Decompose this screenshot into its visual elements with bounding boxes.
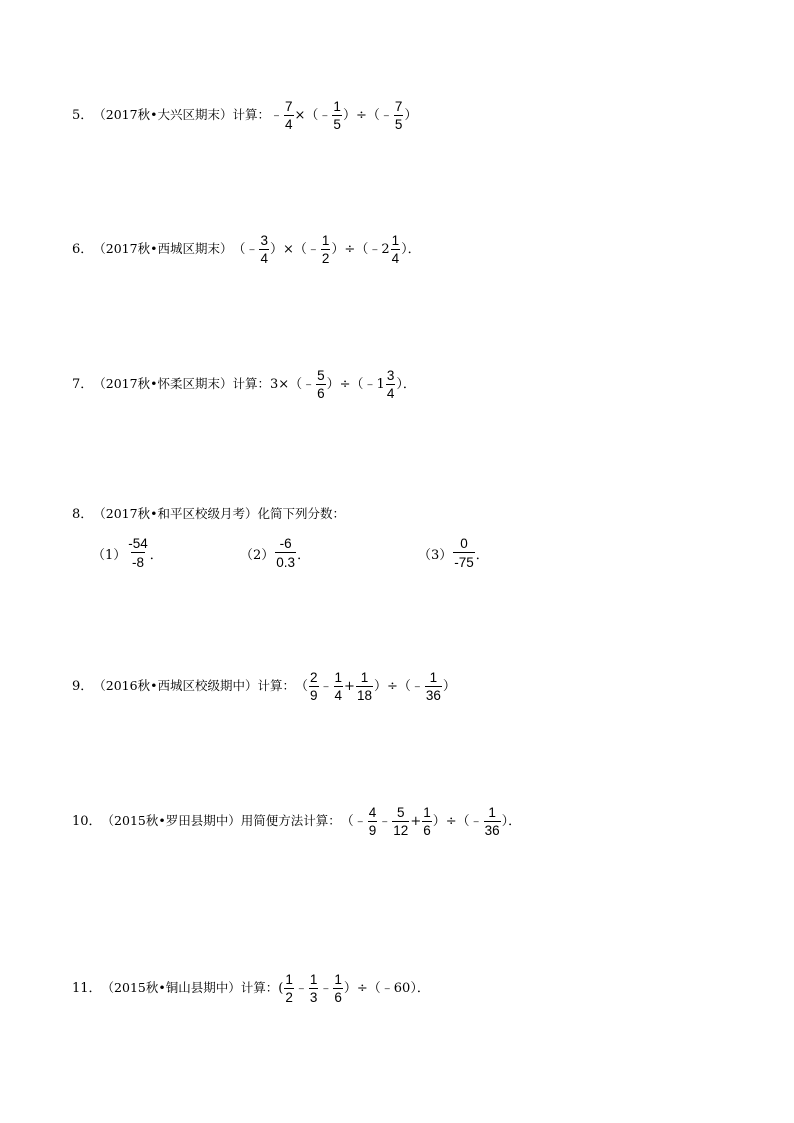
problem-source: （2015秋•铜山县期中）计算： [101,980,279,996]
fraction: $\frac{7}{5}$ [394,99,403,132]
operator: ）÷（﹣1 [326,377,385,392]
operator: 3×（﹣ [269,377,316,392]
problem-8 [72,508,345,521]
problem-7 [72,369,416,400]
operator: ﹣ [379,108,393,123]
problem-number: 6． [72,242,94,257]
operator: ）． [401,242,421,257]
problem-6 [72,234,421,265]
fraction: $\frac{1}{18}$ [356,670,372,703]
problem-source: （2017秋•西城区期末） [93,241,233,257]
problem-number: 5． [72,108,94,123]
problem-source: （2017秋•和平区校级月考）化简下列分数： [93,506,345,522]
fraction: $\frac{7}{4}$ [284,99,293,132]
problem-5 [72,100,417,131]
problem-number: 11． [72,981,102,996]
operator: ）÷（﹣ [373,679,424,694]
operator: ）÷（﹣2 [331,242,390,257]
operator: ． [475,547,489,563]
operator: + [344,679,355,694]
problem-10 [72,806,521,837]
fraction: $\frac{1}{5}$ [333,99,341,132]
problem-number: 9． [72,679,94,694]
fraction: $\frac{1}{4}$ [334,670,343,703]
problem-source: （2015秋•罗田县期中）用简便方法计算： [101,813,341,829]
subproblem-label: （2） [240,547,275,563]
fraction: $\frac{-54}{-8}$ [128,536,148,570]
operator: ﹣ [269,108,283,123]
operator: ）． [396,377,416,392]
fraction: $\frac{3}{4}$ [260,233,268,266]
subproblem-label: （3） [418,547,453,563]
operator: ﹣ [294,981,308,996]
fraction: $\frac{5}{12}$ [393,805,409,838]
fraction: $\frac{1}{3}$ [309,972,318,1005]
fraction: $\frac{1}{6}$ [334,972,342,1005]
fraction: $\frac{1}{4}$ [391,233,400,266]
fraction: $\frac{2}{9}$ [309,670,318,703]
problem-source: （2016秋•西城区校级期中）计算： [93,678,295,694]
operator: ）×（﹣ [270,242,320,257]
subproblem-2 [240,536,310,570]
operator: ） [442,679,456,694]
operator: （ [294,679,308,694]
problem-number: 8． [72,507,94,522]
fraction: $\frac{3}{4}$ [386,368,395,401]
operator: ）÷（﹣60）． [343,981,430,996]
operator: ﹣ [319,981,333,996]
subproblem-1 [92,536,163,570]
problem-11 [72,973,430,1004]
fraction: $\frac{5}{6}$ [317,368,325,401]
problem-source: （2017秋•大兴区期末）计算： [93,107,270,123]
problem-number: 7． [72,377,94,392]
operator: ﹣ [318,108,332,123]
fraction: $\frac{1}{36}$ [484,805,500,838]
operator: ﹣ [378,814,392,829]
operator: ( [278,981,284,996]
operator: （﹣ [232,242,259,257]
fraction: $\frac{1}{2}$ [321,233,330,266]
operator: + [410,814,422,829]
subproblem-3 [418,536,489,570]
operator: （﹣ [340,814,367,829]
operator: ）÷（﹣ [432,814,483,829]
fraction: $\frac{1}{6}$ [423,805,431,838]
fraction: $\frac{-6}{0.3}$ [276,536,296,570]
fraction: $\frac{1}{36}$ [425,670,441,703]
operator: ×（ [294,108,319,123]
operator: ． [149,547,163,563]
operator: ． [297,547,311,563]
problem-number: 10． [72,814,102,829]
problem-source: （2017秋•怀柔区期末）计算： [93,376,270,392]
subproblem-label: （1） [92,547,127,563]
operator: ﹣ [319,679,333,694]
problem-9 [72,671,456,702]
fraction: $\frac{0}{-75}$ [454,536,474,570]
operator: ）． [501,814,522,829]
fraction: $\frac{1}{2}$ [285,972,293,1005]
operator: ）÷（ [342,108,380,123]
operator: ） [404,108,418,123]
fraction: $\frac{4}{9}$ [368,805,377,838]
